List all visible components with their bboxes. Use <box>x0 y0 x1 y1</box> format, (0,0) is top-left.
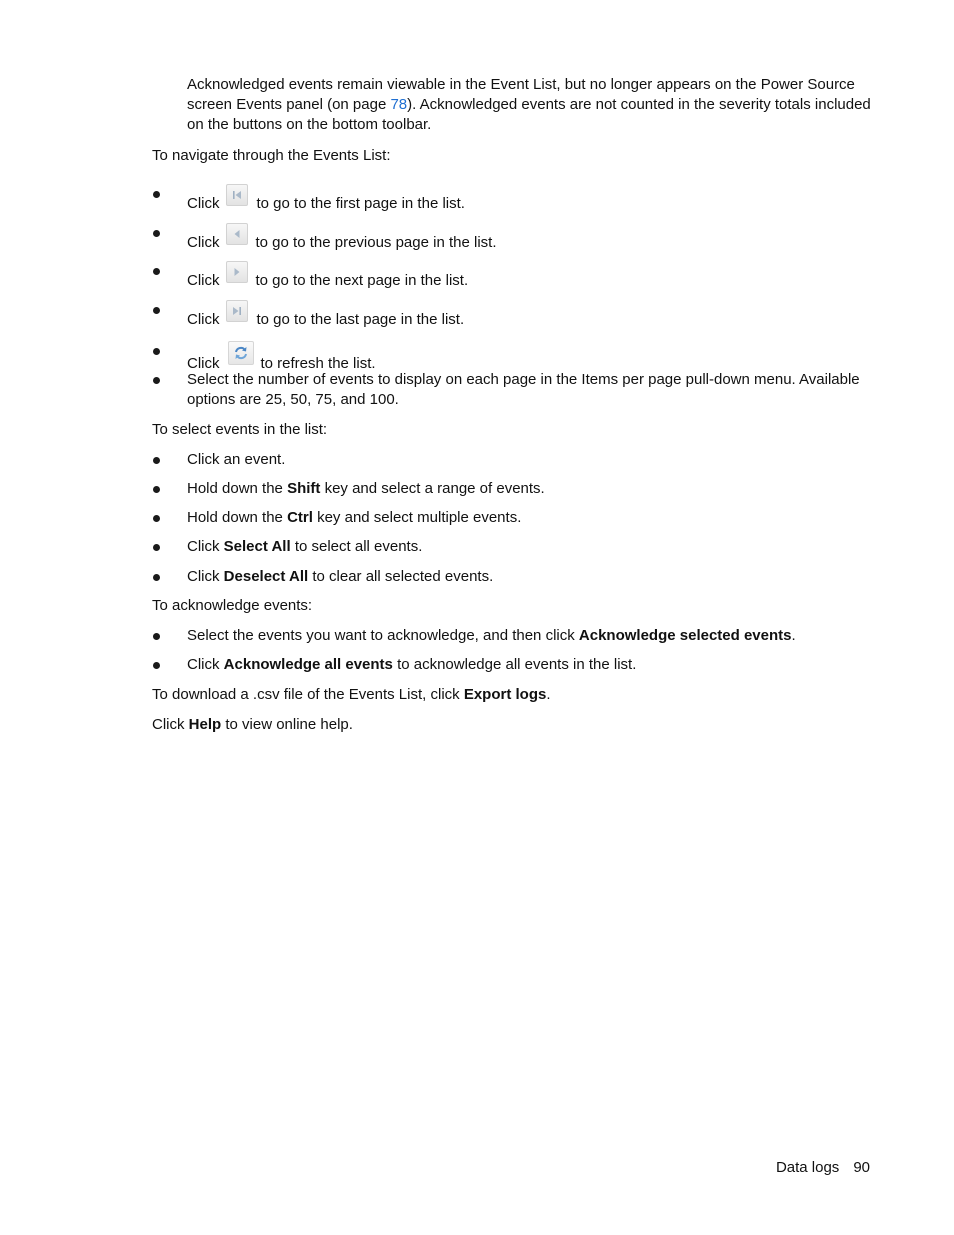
select-all-label: Select All <box>223 538 291 555</box>
bullet <box>152 261 162 281</box>
list-item-last-page <box>187 300 877 330</box>
list-item-deselect-all <box>187 567 877 587</box>
navigate-heading: To navigate through the Events List: <box>152 147 391 164</box>
previous-page-icon <box>226 223 248 245</box>
acknowledge-all-label: Acknowledge all events <box>223 656 393 673</box>
bullet <box>152 300 162 320</box>
click-word: Click <box>187 355 220 372</box>
intro-text-start: Acknowledged events remain viewable in the Event List, but no longer appears on the Power Source screen Events panel (on page <box>187 76 855 113</box>
shift-key-label: Shift <box>287 480 321 497</box>
next-page-icon <box>226 261 248 283</box>
list-item-acknowledge-selected <box>187 626 877 646</box>
text: Hold down the <box>187 509 288 526</box>
list-item-acknowledge-all <box>187 655 877 675</box>
text: to acknowledge all events in the list. <box>392 656 637 673</box>
help-label: Help <box>188 716 222 733</box>
intro-paragraph <box>187 75 877 135</box>
next-page-text: to go to the next page in the list. <box>255 272 469 289</box>
text: Click <box>152 716 189 733</box>
click-word: Click <box>187 272 220 289</box>
ctrl-key-label: Ctrl <box>287 509 313 526</box>
text: Click <box>187 656 224 673</box>
text: to clear all selected events. <box>308 568 494 585</box>
refresh-icon <box>228 341 254 365</box>
export-logs-label: Export logs <box>463 686 547 703</box>
page-number: 90 <box>853 1159 870 1176</box>
list-item-previous-page <box>187 223 877 253</box>
bullet <box>152 370 162 390</box>
first-page-text: to go to the first page in the list. <box>256 195 465 212</box>
click-word: Click <box>187 234 220 251</box>
list-item-items-per-page: Select the number of events to display on each page in the Items per page pull-down menu. Available options are 25, 50, 75, and 100. <box>187 371 860 408</box>
intro-text-end: ). Acknowledged events are not counted in the severity totals included on the buttons on the bottom toolbar. <box>187 96 871 133</box>
text: . <box>791 627 796 644</box>
acknowledge-heading: To acknowledge events: <box>152 597 313 614</box>
text: Click <box>187 568 224 585</box>
bullet <box>152 184 162 204</box>
list-item-select-all <box>187 537 877 557</box>
list-item-click-event: Click an event. <box>187 451 286 468</box>
list-item-first-page <box>187 184 877 214</box>
text: Select the events you want to acknowledge, and then click <box>187 627 579 644</box>
text: . <box>546 686 551 703</box>
text: to select all events. <box>290 538 423 555</box>
bullet <box>152 450 162 470</box>
text: key and select multiple events. <box>312 509 522 526</box>
acknowledge-selected-label: Acknowledge selected events <box>578 627 792 644</box>
bullet <box>152 567 162 587</box>
page-link[interactable]: 78 <box>390 96 408 113</box>
footer-section-title: Data logs <box>775 1159 840 1176</box>
list-item-next-page <box>187 261 877 291</box>
page-footer <box>776 1158 870 1178</box>
text: to view online help. <box>221 716 353 733</box>
bullet <box>152 508 162 528</box>
select-heading: To select events in the list: <box>152 421 328 438</box>
bullet <box>152 626 162 646</box>
download-paragraph <box>152 685 877 705</box>
text: Click <box>187 538 224 555</box>
bullet <box>152 479 162 499</box>
text: Hold down the <box>187 480 288 497</box>
previous-page-text: to go to the previous page in the list. <box>255 234 497 251</box>
first-page-icon <box>226 184 248 206</box>
bullet <box>152 655 162 675</box>
text: To download a .csv file of the Events List, click <box>152 686 464 703</box>
click-word: Click <box>187 311 220 328</box>
refresh-text: to refresh the list. <box>260 355 376 372</box>
bullet <box>152 341 162 361</box>
text: key and select a range of events. <box>320 480 545 497</box>
bullet <box>152 537 162 557</box>
deselect-all-label: Deselect All <box>223 568 309 585</box>
last-page-icon <box>226 300 248 322</box>
bullet <box>152 223 162 243</box>
click-word: Click <box>187 195 220 212</box>
last-page-text: to go to the last page in the list. <box>256 311 465 328</box>
help-paragraph <box>152 715 877 735</box>
list-item-shift <box>187 479 877 499</box>
list-item-ctrl <box>187 508 877 528</box>
